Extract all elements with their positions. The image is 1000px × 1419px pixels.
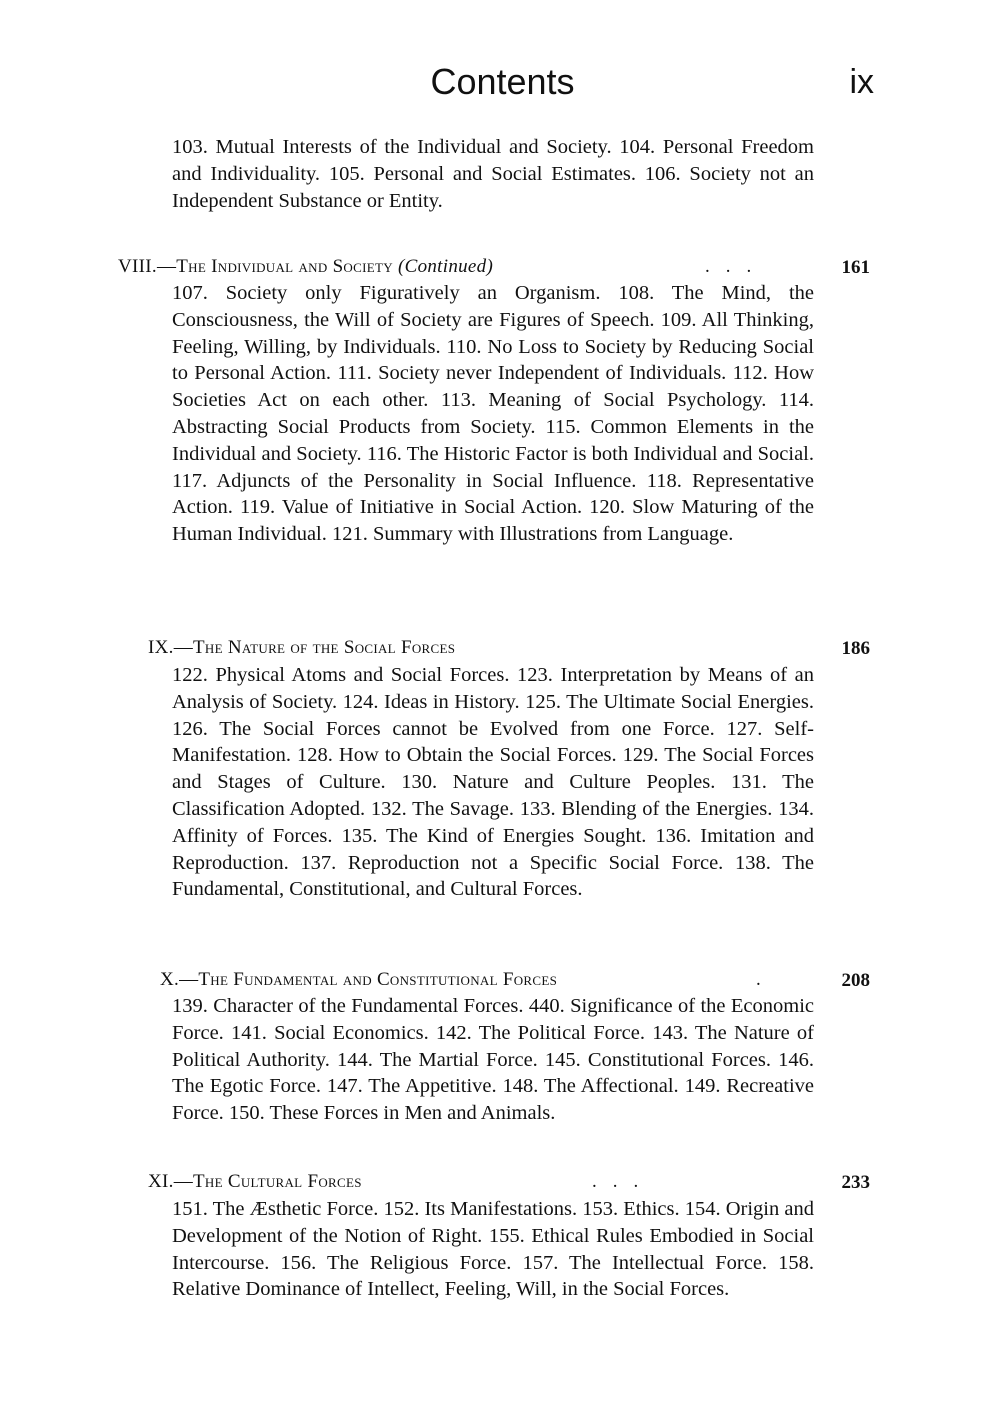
chapter-numeral: IX.— — [148, 637, 193, 658]
chapter-page-number: 208 — [841, 970, 870, 991]
chapter-summary: 122. Physical Atoms and Social Forces. 123. Interpretation by Means of an Analysis of Society. 124. Ideas in History. 125. The Ultimate Social Energies. 126. The Social Forces cannot be Evolved from one Force. 127. Self-Manifestation. 128. How to Obtain the Social Forces. 129. The Social Forces and Stages of Culture. 130. Nature and Culture Peoples. 131. The Classification Adopted. 132. The Savage. 133. Blending of the Energies. 134. Affinity of Forces. 135. The Kind of Energies Sought. 136. Imitation and Reproduction. 137. Reproduction not a Specific Social Force. 138. The Fundamental, Constitutional, and Cultural Forces. — [172, 664, 814, 901]
chapter-title: The Nature of the Social Forces — [193, 637, 456, 658]
dot-leader: . — [756, 969, 777, 990]
chapter-numeral: XI.— — [148, 1171, 193, 1192]
chapter-heading-viii — [118, 255, 493, 279]
chapter-heading-x — [160, 968, 557, 992]
intro-summary: 103. Mutual Interests of the Individual and Society. 104. Personal Freedom and Individuality. 105. Personal and Social Estimates. 106. Society not an Independent Substance or Entity. — [172, 136, 814, 212]
chapter-title: The Individual and Society — [176, 256, 393, 277]
chapter-summary: 151. The Æsthetic Force. 152. Its Manifestations. 153. Ethics. 154. Origin and Development of the Notion of Right. 155. Ethical Rules Embodied in Social Intercourse. 156. The Religious Force. 157. The Intellectual Force. 158. Relative Dominance of Intellect, Feeling, Will, in the Social Forces. — [172, 1198, 814, 1301]
dot-leader: ... — [705, 256, 768, 277]
chapter-summary: 139. Character of the Fundamental Forces. 440. Significance of the Economic Force. 141. Social Economics. 142. The Political Force. 143. The Nature of Political Authority. 144. The Martial Force. 145. Constitutional Forces. 146. The Egotic Force. 147. The Appetitive. 148. The Affectional. 149. Recreative Force. 150. These Forces in Men and Animals. — [172, 995, 814, 1125]
chapter-heading-ix — [148, 636, 455, 660]
running-title: Contents — [430, 61, 575, 102]
page-number: ix — [849, 63, 874, 101]
chapter-title: The Fundamental and Constitutional Forces — [198, 969, 558, 990]
dot-leader: ... — [592, 1171, 655, 1192]
chapter-page-number: 186 — [841, 638, 870, 659]
chapter-page-number: 161 — [841, 257, 870, 278]
chapter-continued: (Continued) — [397, 256, 494, 277]
chapter-heading-xi — [148, 1170, 362, 1194]
chapter-numeral: VIII.— — [118, 256, 177, 277]
chapter-summary: 107. Society only Figuratively an Organism. 108. The Mind, the Consciousness, the Will of Society are Figures of Speech. 109. All Thinking, Feeling, Willing, by Individuals. 110. No Loss to Society by Reducing Social to Personal Action. 111. Society never Independent of Individuals. 112. How Societies Act on each other. 113. Meaning of Social Psychology. 114. Abstracting Social Products from Society. 115. Common Elements in the Individual and Society. 116. The Historic Factor is both Individual and Social. 117. Adjuncts of the Personality in Social Influence. 118. Representative Action. 119. Value of Initiative in Social Action. 120. Slow Maturing of the Human Individual. 121. Summary with Illustrations from Language. — [172, 282, 814, 546]
chapter-title: The Cultural Forces — [193, 1171, 362, 1192]
chapter-numeral: X.— — [160, 969, 199, 990]
chapter-page-number: 233 — [841, 1172, 870, 1193]
